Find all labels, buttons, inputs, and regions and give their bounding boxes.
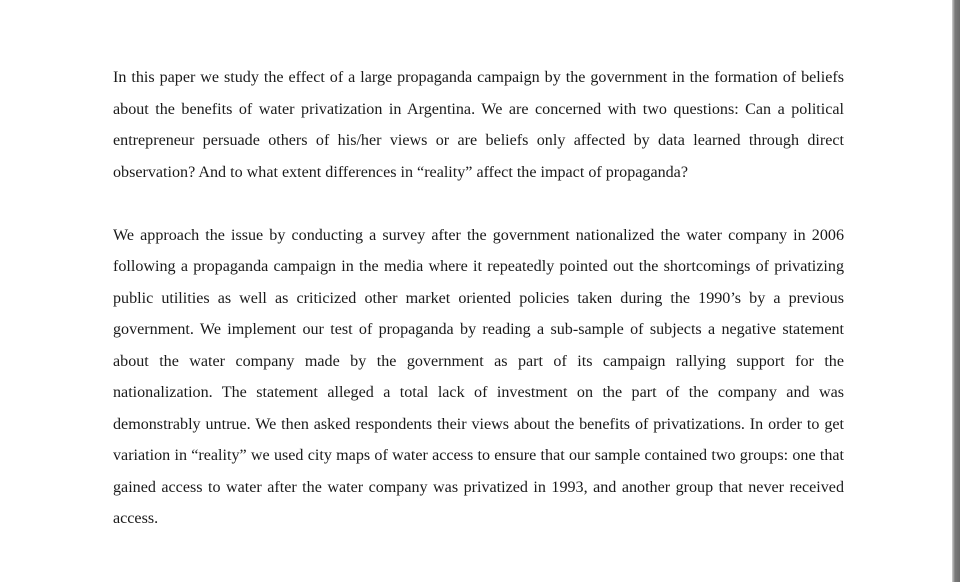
- page-edge-shadow: [952, 0, 960, 582]
- document-body: [113, 62, 844, 535]
- paragraph-1: In this paper we study the effect of a large propaganda campaign by the government in the formation of beliefs about the benefits of water privatization in Argentina. We are concerned with two questions: Can a political entrepreneur persuade others of his/her views or are beliefs only affected by data learned through direct observation? And to what extent differences in “reality” affect the impact of propaganda?: [113, 69, 844, 181]
- paragraph-2: We approach the issue by conducting a survey after the government nationalized the water company in 2006 following a propaganda campaign in the media where it repeatedly pointed out the shortcomings of privatizing public utilities as well as criticized other market oriented policies taken during the 1990’s by a previous government. We implement our test of propaganda by reading a sub-sample of subjects a negative statement about the water company made by the government as part of its campaign rallying support for the nationalization. The statement alleged a total lack of investment on the part of the company and was demonstrably untrue. We then asked respondents their views about the benefits of privatizations. In order to get variation in “reality” we used city maps of water access to ensure that our sample contained two groups: one that gained access to water after the water company was privatized in 1993, and another group that never received access.: [113, 226, 844, 527]
